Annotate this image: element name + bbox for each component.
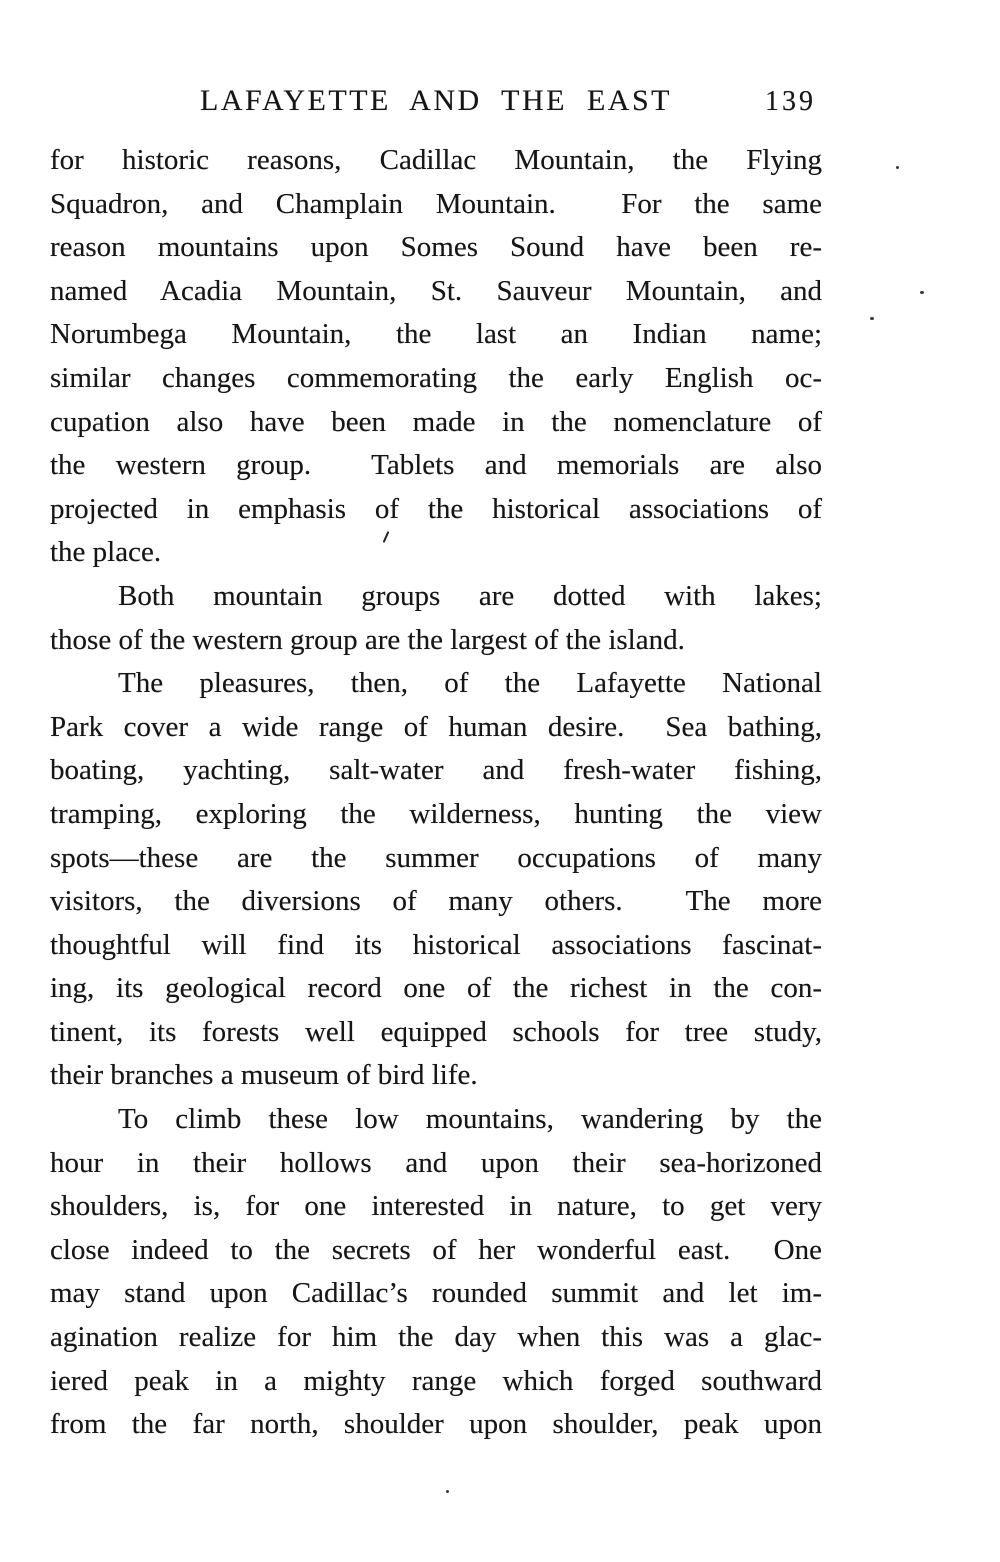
text-line: from the far north, shoulder upon shoulder, peak upon (50, 1408, 822, 1441)
text-line: reason mountains upon Somes Sound have been re- (50, 231, 822, 264)
scan-speck (870, 317, 874, 320)
scan-speck (920, 291, 924, 294)
scan-speck (896, 166, 899, 169)
text-line: visitors, the diversions of many others. The more (50, 885, 822, 918)
text-line: Squadron, and Champlain Mountain. For the same (50, 187, 822, 220)
text-line: Park cover a wide range of human desire. Sea bathing, (50, 710, 822, 743)
text-line: named Acadia Mountain, St. Sauveur Mountain, and (50, 274, 822, 307)
page-body-text (50, 139, 822, 1447)
paragraph (50, 139, 822, 575)
text-line: Both mountain groups are dotted with lakes; (118, 579, 822, 612)
text-line: Norumbega Mountain, the last an Indian name; (50, 318, 822, 351)
paragraph (50, 1098, 822, 1447)
text-line: thoughtful will find its historical associations fascinat- (50, 928, 822, 961)
text-line: agination realize for him the day when this was a glac- (50, 1321, 822, 1354)
text-line: projected in emphasis of the historical associations of (50, 492, 822, 525)
text-line: boating, yachting, salt-water and fresh-water fishing, (50, 754, 822, 787)
text-line: the western group. Tablets and memorials are also (50, 449, 822, 482)
running-header (50, 84, 822, 118)
running-header-title: LAFAYETTE AND THE EAST (200, 84, 672, 117)
paragraph (50, 662, 822, 1098)
text-line: those of the western group are the largest of the island. (50, 623, 685, 656)
text-line: spots—these are the summer occupations of many (50, 841, 822, 874)
text-line: The pleasures, then, of the Lafayette National (118, 667, 822, 700)
text-line: hour in their hollows and upon their sea-horizoned (50, 1146, 822, 1179)
text-line: shoulders, is, for one interested in nature, to get very (50, 1190, 822, 1223)
text-line: their branches a museum of bird life. (50, 1059, 478, 1092)
text-line: close indeed to the secrets of her wonderful east. One (50, 1233, 822, 1266)
text-line: To climb these low mountains, wandering by the (118, 1103, 822, 1136)
text-line: tinent, its forests well equipped schools for tree study, (50, 1015, 822, 1048)
text-block (50, 84, 822, 1447)
text-line: the place. (50, 536, 162, 569)
scan-speck (446, 1490, 449, 1493)
page-number: 139 (765, 86, 816, 117)
text-line: may stand upon Cadillac’s rounded summit and let im- (50, 1277, 822, 1310)
text-line: tramping, exploring the wilderness, hunting the view (50, 797, 822, 830)
text-line: similar changes commemorating the early English oc- (50, 361, 822, 394)
text-line: for historic reasons, Cadillac Mountain, the Flying (50, 144, 822, 176)
text-line: cupation also have been made in the nomenclature of (50, 405, 822, 438)
paragraph (50, 575, 822, 662)
text-line: iered peak in a mighty range which forged southward (50, 1364, 822, 1397)
text-line: ing, its geological record one of the richest in the con- (50, 972, 822, 1005)
